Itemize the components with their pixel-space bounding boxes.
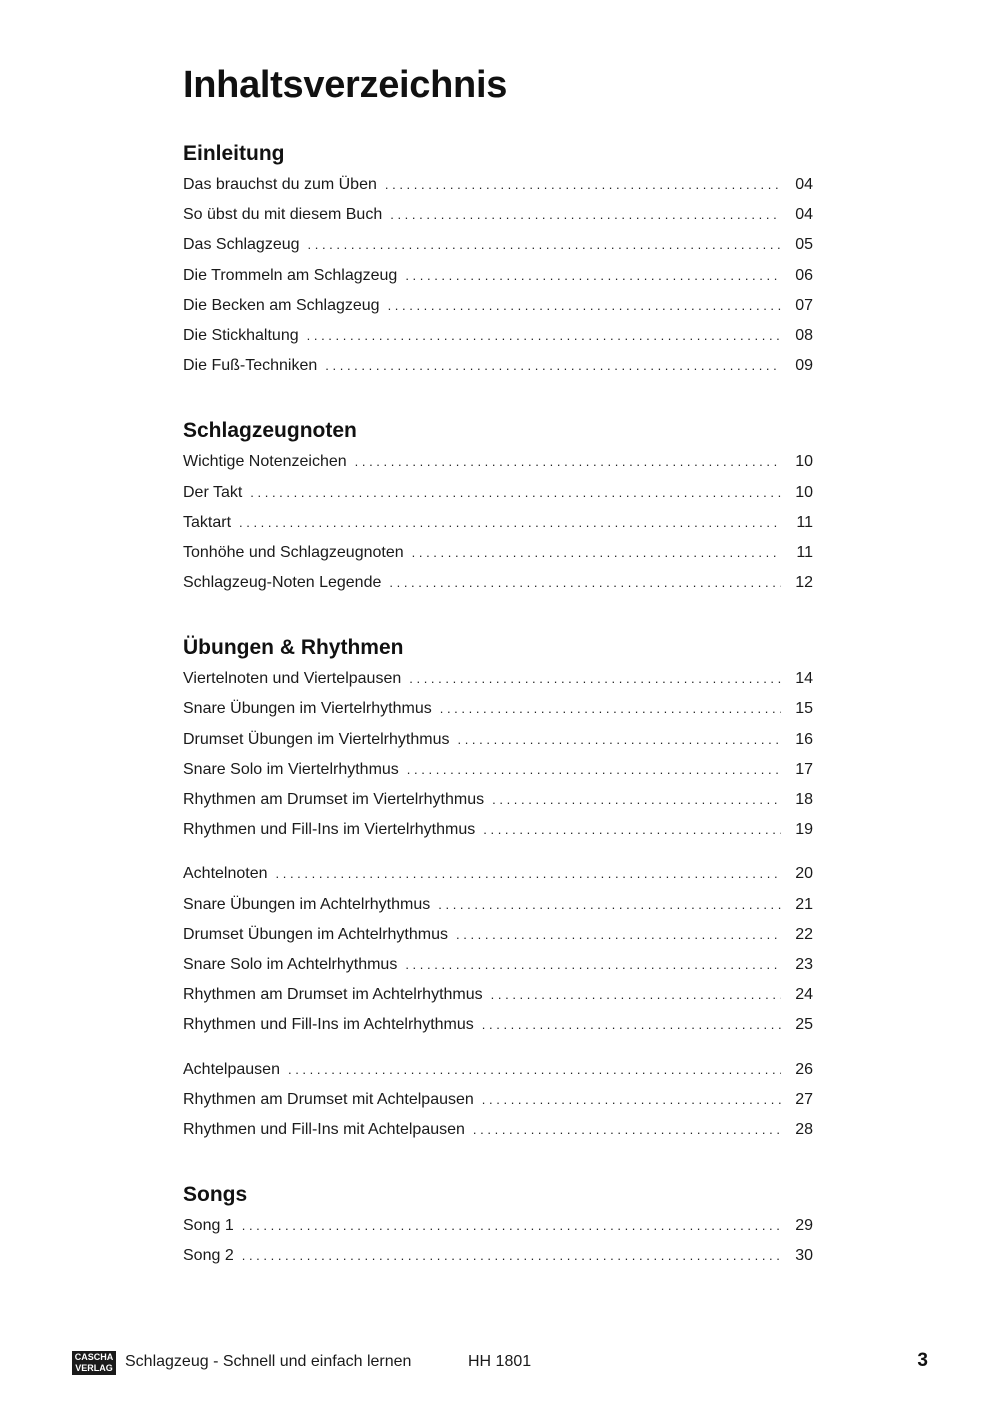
section-heading: Einleitung (183, 142, 285, 165)
toc-group (183, 1055, 813, 1146)
toc-entry-page: 12 (795, 574, 813, 592)
toc-entry-label: Rhythmen am Drumset mit Achtelpausen (183, 1090, 474, 1108)
toc-entry-label: Song 2 (183, 1247, 234, 1265)
toc-entry[interactable] (183, 447, 813, 477)
dot-leader (440, 694, 781, 724)
dot-leader (412, 538, 781, 568)
toc-entry[interactable] (183, 291, 813, 321)
toc-entry-page: 05 (795, 236, 813, 254)
footer-product-code: HH 1801 (468, 1353, 532, 1370)
dot-leader (491, 980, 781, 1010)
toc-entry-label: Das brauchst du zum Üben (183, 176, 377, 193)
dot-leader (492, 785, 781, 815)
toc-entry-page: 18 (795, 791, 813, 808)
dot-leader (276, 859, 781, 889)
dot-leader (308, 230, 781, 260)
dot-leader (473, 1115, 781, 1145)
toc-entry-label: Das Schlagzeug (183, 236, 300, 254)
toc-entry[interactable] (183, 859, 813, 889)
toc-entry-label: Drumset Übungen im Viertelrhythmus (183, 730, 450, 748)
logo-line-1: CASCHA (74, 1352, 114, 1362)
toc-section (183, 1179, 813, 1271)
publisher-logo (72, 1351, 116, 1375)
toc-entry[interactable] (183, 785, 813, 815)
toc-entry[interactable] (183, 568, 813, 598)
toc-entry-label: Achtelnoten (183, 865, 268, 883)
toc-entry[interactable] (183, 694, 813, 724)
toc-section (183, 632, 813, 1145)
toc-entry[interactable] (183, 890, 813, 920)
toc-entry-page: 29 (795, 1217, 813, 1235)
dot-leader (355, 447, 781, 477)
toc-entry-label: Snare Übungen im Achtelrhythmus (183, 895, 431, 913)
toc-entry-label: Snare Solo im Achtelrhythmus (183, 955, 398, 973)
toc-entry[interactable] (183, 1010, 813, 1040)
toc-entry[interactable] (183, 508, 813, 538)
toc-entry-label: Schlagzeug-Noten Legende (183, 574, 382, 592)
dot-leader (482, 1085, 781, 1115)
toc-group (183, 1211, 813, 1271)
toc-entry-page: 23 (795, 955, 813, 973)
toc-entry-page: 17 (795, 760, 813, 778)
toc-entry[interactable] (183, 230, 813, 260)
toc-group (183, 859, 813, 1040)
toc-entry[interactable] (183, 1211, 813, 1241)
dot-leader (390, 200, 781, 230)
dot-leader (385, 170, 781, 200)
toc-entry-label: Rhythmen und Fill-Ins im Achtelrhythmus (183, 1016, 474, 1034)
section-heading: Schlagzeugnoten (183, 419, 357, 443)
table-of-contents (183, 138, 813, 1271)
dot-leader (388, 291, 781, 321)
toc-group (183, 447, 813, 598)
dot-leader (239, 508, 781, 538)
dot-leader (307, 321, 781, 351)
toc-entry-page: 26 (795, 1060, 813, 1078)
toc-entry-label: Drumset Übungen im Achtelrhythmus (183, 925, 448, 943)
page-footer (72, 1350, 928, 1376)
toc-entry[interactable] (183, 1241, 813, 1271)
toc-entry-label: Snare Übungen im Viertelrhythmus (183, 700, 432, 718)
toc-entry-label: Rhythmen und Fill-Ins mit Achtelpausen (183, 1120, 465, 1138)
toc-entry[interactable] (183, 351, 813, 381)
page-title: Inhaltsverzeichnis (183, 64, 508, 106)
toc-entry-label: Die Stickhaltung (183, 326, 299, 344)
section-heading: Übungen & Rhythmen (183, 636, 404, 660)
toc-entry-page: 22 (795, 925, 813, 943)
toc-entry-page: 16 (795, 730, 813, 748)
toc-entry[interactable] (183, 950, 813, 980)
dot-leader (457, 725, 781, 755)
toc-entry-label: Der Takt (183, 483, 243, 501)
toc-entry-page: 09 (795, 357, 813, 375)
toc-entry[interactable] (183, 200, 813, 230)
toc-entry-page: 06 (795, 266, 813, 284)
toc-entry-label: Rhythmen am Drumset im Achtelrhythmus (183, 986, 483, 1004)
toc-entry-label: Viertelnoten und Viertelpausen (183, 670, 402, 688)
toc-entry-page: 15 (795, 700, 813, 718)
toc-group (183, 170, 813, 381)
toc-entry[interactable] (183, 261, 813, 291)
toc-entry-label: Die Becken am Schlagzeug (183, 296, 380, 314)
toc-entry-page: 10 (795, 453, 813, 471)
dot-leader (456, 920, 781, 950)
section-heading: Songs (183, 1183, 248, 1207)
dot-leader (405, 261, 781, 291)
toc-group (183, 664, 813, 845)
toc-entry-label: Taktart (183, 513, 232, 531)
toc-entry[interactable] (183, 664, 813, 694)
toc-entry-label: So übst du mit diesem Buch (183, 206, 383, 224)
toc-entry[interactable] (183, 1085, 813, 1115)
toc-entry[interactable] (183, 815, 813, 845)
toc-entry-label: Song 1 (183, 1217, 234, 1235)
dot-leader (288, 1055, 781, 1085)
toc-entry[interactable] (183, 170, 813, 200)
toc-entry-page: 14 (795, 670, 813, 688)
toc-entry-page: 10 (795, 483, 813, 501)
toc-entry-page: 20 (795, 865, 813, 883)
dot-leader (325, 351, 781, 381)
toc-entry-page: 08 (795, 326, 813, 344)
toc-entry[interactable] (183, 478, 813, 508)
toc-entry-page: 21 (795, 895, 813, 913)
toc-entry-label: Tonhöhe und Schlagzeugnoten (183, 543, 404, 561)
toc-entry-page: 30 (795, 1247, 813, 1265)
toc-entry-page: 19 (795, 821, 813, 839)
toc-entry-page: 25 (795, 1016, 813, 1034)
toc-entry-page: 27 (795, 1090, 813, 1108)
toc-entry-page: 28 (795, 1120, 813, 1138)
dot-leader (405, 950, 781, 980)
toc-entry-label: Rhythmen und Fill-Ins im Viertelrhythmus (183, 821, 476, 839)
toc-entry-label: Rhythmen am Drumset im Viertelrhythmus (183, 791, 485, 808)
toc-entry-page: 11 (796, 513, 813, 531)
footer-book-title: Schlagzeug - Schnell und einfach lernen (125, 1353, 412, 1370)
toc-entry[interactable] (183, 538, 813, 568)
dot-leader (250, 478, 781, 508)
toc-entry-page: 04 (795, 206, 813, 224)
toc-entry[interactable] (183, 321, 813, 351)
toc-entry[interactable] (183, 1115, 813, 1145)
dot-leader (483, 815, 781, 845)
toc-entry[interactable] (183, 980, 813, 1010)
toc-entry-page: 11 (796, 543, 813, 561)
dot-leader (242, 1241, 781, 1271)
toc-section (183, 138, 813, 381)
toc-entry-label: Snare Solo im Viertelrhythmus (183, 760, 399, 778)
dot-leader (389, 568, 781, 598)
toc-entry[interactable] (183, 725, 813, 755)
toc-entry[interactable] (183, 755, 813, 785)
toc-entry[interactable] (183, 920, 813, 950)
toc-entry-label: Wichtige Notenzeichen (183, 453, 347, 471)
toc-entry-page: 24 (795, 986, 813, 1004)
toc-section (183, 415, 813, 598)
toc-entry-page: 04 (795, 176, 813, 193)
dot-leader (482, 1010, 781, 1040)
toc-entry[interactable] (183, 1055, 813, 1085)
dot-leader (409, 664, 781, 694)
dot-leader (438, 890, 781, 920)
toc-entry-label: Die Trommeln am Schlagzeug (183, 266, 398, 284)
page-number: 3 (917, 1350, 928, 1371)
logo-line-2: VERLAG (75, 1363, 113, 1373)
dot-leader (242, 1211, 781, 1241)
toc-entry-label: Die Fuß-Techniken (183, 357, 318, 375)
toc-entry-page: 07 (795, 296, 813, 314)
toc-entry-label: Achtelpausen (183, 1060, 280, 1078)
dot-leader (407, 755, 781, 785)
